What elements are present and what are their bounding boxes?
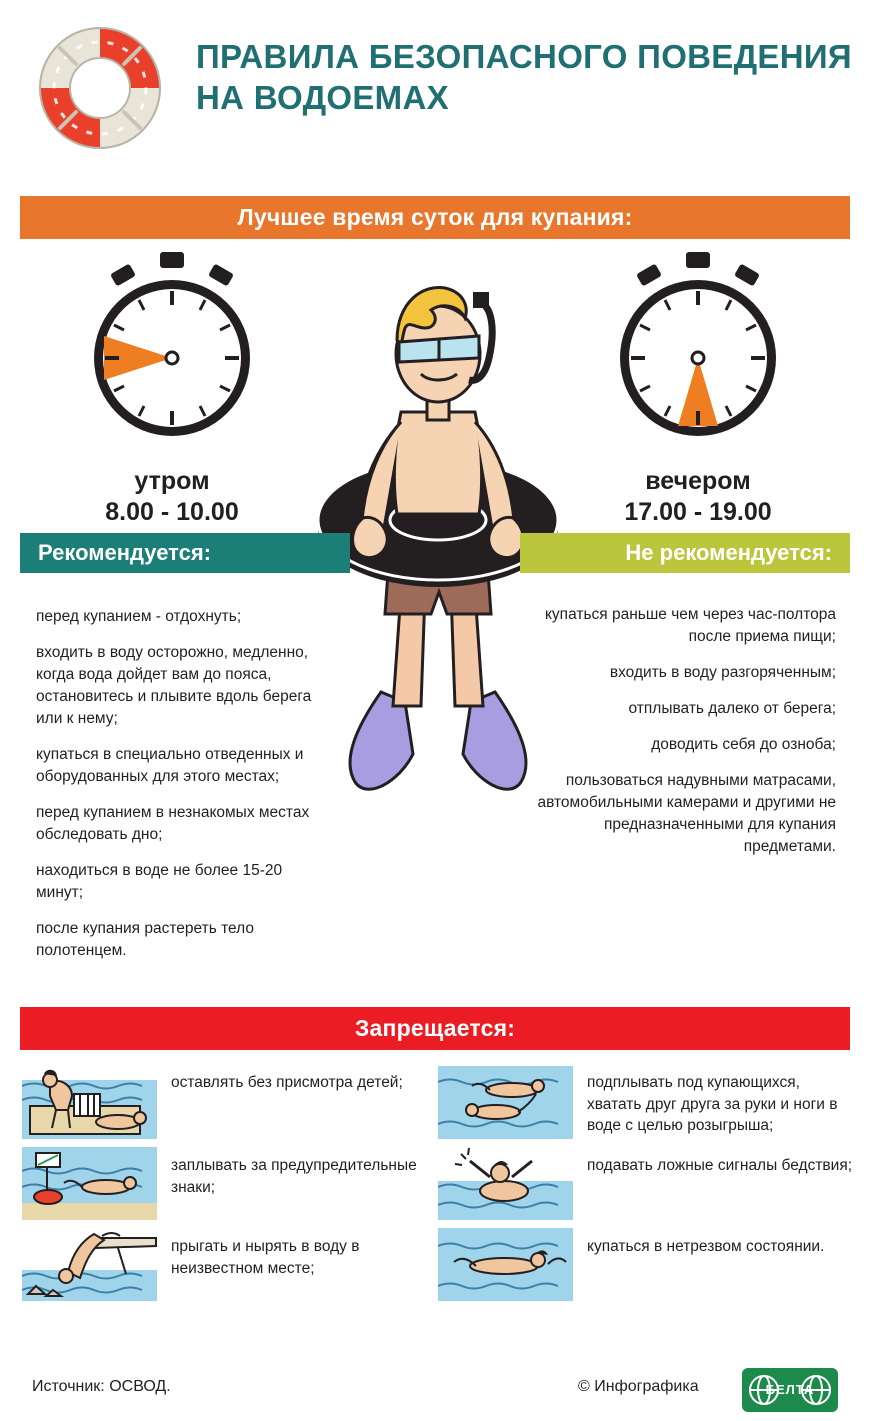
forbidden-text: купаться в нетрезвом состоянии. — [587, 1238, 825, 1255]
list-item — [438, 1066, 858, 1139]
recommended-heading: Рекомендуется: — [20, 533, 350, 573]
forbidden-text: заплывать за предупредительные знаки; — [171, 1157, 417, 1196]
clock-morning-icon — [52, 250, 292, 450]
header — [0, 0, 870, 176]
clock-morning-label: утром — [134, 467, 210, 495]
swim-past-buoys-icon — [22, 1147, 157, 1220]
forbidden-list-left — [22, 1066, 442, 1309]
grabbing-swimmers-icon — [438, 1066, 573, 1139]
forbidden-text: подплывать под купающихся, хватать друг друга за руки и ноги в воде с целью розыгрыша; — [587, 1074, 838, 1135]
page-title: ПРАВИЛА БЕЗОПАСНОГО ПОВЕДЕНИЯ НА ВОДОЕМАХ — [196, 38, 852, 117]
forbidden-section — [0, 1066, 870, 1356]
forbidden-text: подавать ложные сигналы бедствия; — [587, 1157, 853, 1174]
list-item: перед купанием - отдохнуть; — [36, 608, 242, 625]
list-item — [22, 1066, 442, 1139]
clock-evening-time: 17.00 - 19.00 — [624, 498, 772, 526]
list-item: купаться в специально отведенных и оборудованных для этого местах; — [36, 746, 304, 785]
clock-evening-label: вечером — [645, 467, 751, 495]
clock-evening-icon — [578, 250, 818, 450]
forbidden-text: прыгать и нырять в воду в неизвестном месте; — [171, 1238, 360, 1277]
not-recommended-heading: Не рекомендуется: — [520, 533, 850, 573]
list-item — [22, 1228, 442, 1301]
list-item: входить в воду осторожно, медленно, когда вода дойдет вам до пояса, остановитесь и плывите вдоль берега или к нему; — [36, 644, 312, 727]
belta-logo-text: БЕЛТА — [765, 1382, 815, 1397]
list-item: пользоваться надувными матрасами, автомобильными камерами и другими не предназначенными для купания предметами. — [537, 772, 836, 855]
list-item: отплывать далеко от берега; — [628, 700, 836, 717]
source-label: Источник: ОСВОД. — [32, 1378, 171, 1395]
false-distress-signal-icon — [438, 1147, 573, 1220]
lifebuoy-icon — [34, 22, 166, 154]
diving-unknown-place-icon — [22, 1228, 157, 1301]
clock-evening — [578, 250, 818, 527]
children-unattended-icon — [22, 1066, 157, 1139]
list-item: перед купанием в незнакомых местах обследовать дно; — [36, 804, 310, 843]
forbidden-list-right — [438, 1066, 858, 1309]
recommended-list — [36, 606, 326, 976]
forbidden-text: оставлять без присмотра детей; — [171, 1074, 403, 1091]
credit-label: © Инфографика — [578, 1378, 699, 1395]
drunk-swimming-icon — [438, 1228, 573, 1301]
list-item: купаться раньше чем через час-полтора после приема пищи; — [544, 606, 836, 645]
list-item — [22, 1147, 442, 1220]
belta-logo — [742, 1368, 838, 1412]
banner-best-time: Лучшее время суток для купания: — [20, 196, 850, 239]
footer — [0, 1368, 870, 1421]
list-item: доводить себя до озноба; — [651, 736, 836, 753]
clock-morning — [52, 250, 292, 527]
banner-forbidden: Запрещается: — [20, 1007, 850, 1050]
clock-morning-time: 8.00 - 10.00 — [105, 498, 239, 526]
list-item: находиться в воде не более 15-20 минут; — [36, 862, 283, 901]
not-recommended-list — [510, 604, 836, 872]
list-item: входить в воду разгоряченным; — [609, 664, 836, 681]
list-item — [438, 1147, 858, 1220]
list-item — [438, 1228, 858, 1301]
list-item: после купания растереть тело полотенцем. — [36, 920, 254, 959]
